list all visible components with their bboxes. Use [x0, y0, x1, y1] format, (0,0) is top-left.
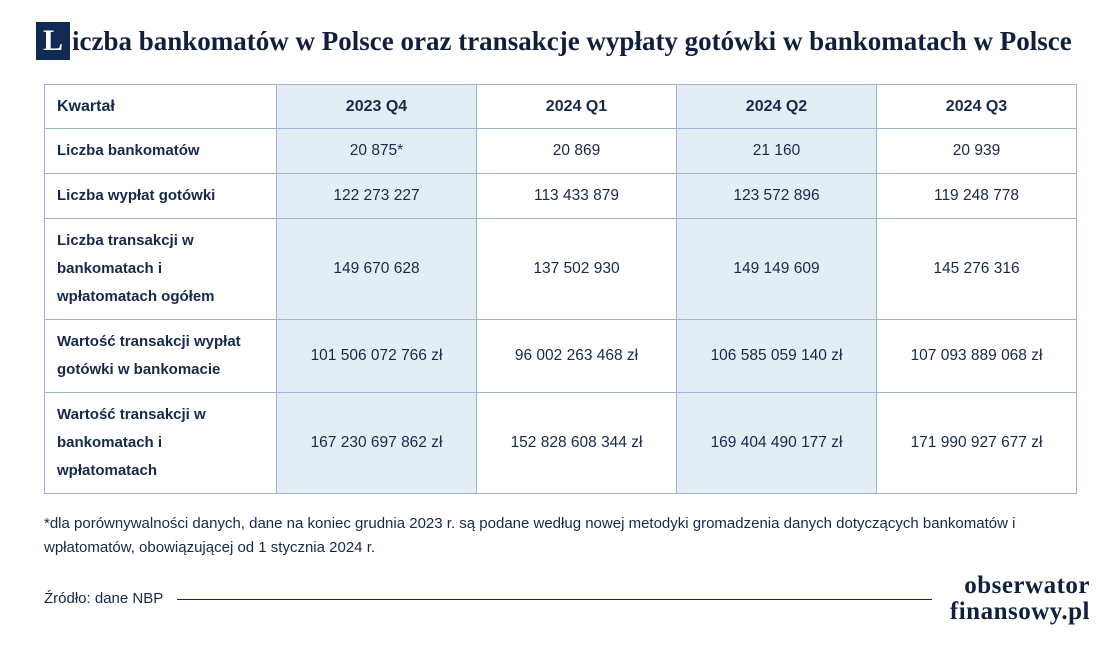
- source-divider: [177, 599, 932, 600]
- source-label: Źródło: dane NBP: [44, 590, 164, 607]
- header-cell-2024q1: 2024 Q1: [477, 85, 677, 129]
- logo-line-1: obserwator: [964, 572, 1090, 599]
- cell-liczba-wyplat-2024q2: 123 572 896: [677, 174, 877, 219]
- source-row: [44, 573, 1090, 624]
- cell-liczba-transakcji-2023q4: 149 670 628: [277, 219, 477, 320]
- cell-wartosc-transakcji-2024q3: 171 990 927 677 zł: [877, 393, 1077, 494]
- cell-wartosc-transakcji-2023q4: 167 230 697 862 zł: [277, 393, 477, 494]
- footnote-text: *dla porównywalności danych, dane na koniec grudnia 2023 r. są podane według nowej metodyki gromadzenia danych dotyczących bankomatów i wpłatomatów, obowiązującej od 1 stycznia 2024 r.: [44, 515, 1016, 556]
- cell-wartosc-transakcji-2024q1: 152 828 608 344 zł: [477, 393, 677, 494]
- cell-liczba-bankomatow-2024q3: 20 939: [877, 129, 1077, 174]
- cell-wartosc-transakcji-2024q2: 169 404 490 177 zł: [677, 393, 877, 494]
- cell-liczba-transakcji-2024q3: 145 276 316: [877, 219, 1077, 320]
- data-table-container: [0, 60, 1120, 494]
- header-cell-2023q4: 2023 Q4: [277, 85, 477, 129]
- table-header: [45, 85, 1077, 129]
- table-row: [45, 129, 1077, 174]
- row-label-wartosc-transakcji: Wartość transakcji w bankomatach i wpłatomatach: [45, 393, 277, 494]
- cell-wartosc-wyplat-2024q3: 107 093 889 068 zł: [877, 320, 1077, 393]
- cell-wartosc-wyplat-2024q2: 106 585 059 140 zł: [677, 320, 877, 393]
- table-row: [45, 219, 1077, 320]
- row-label-wartosc-wyplat: Wartość transakcji wypłat gotówki w bankomacie: [45, 320, 277, 393]
- cell-wartosc-wyplat-2023q4: 101 506 072 766 zł: [277, 320, 477, 393]
- logo: [950, 573, 1090, 624]
- cell-liczba-transakcji-2024q2: 149 149 609: [677, 219, 877, 320]
- cell-liczba-wyplat-2024q3: 119 248 778: [877, 174, 1077, 219]
- table-row: [45, 393, 1077, 494]
- table-row: [45, 174, 1077, 219]
- cell-liczba-bankomatow-2024q2: 21 160: [677, 129, 877, 174]
- row-label-liczba-transakcji: Liczba transakcji w bankomatach i wpłatomatach ogółem: [45, 219, 277, 320]
- header-cell-2024q2: 2024 Q2: [677, 85, 877, 129]
- cell-wartosc-wyplat-2024q1: 96 002 263 468 zł: [477, 320, 677, 393]
- table-body: [45, 129, 1077, 494]
- page-title: [0, 0, 1120, 60]
- title-drop-cap: L: [36, 22, 70, 60]
- title-text: iczba bankomatów w Polsce oraz transakcje wypłaty gotówki w bankomatach w Polsce: [72, 26, 1072, 56]
- table-row: [45, 320, 1077, 393]
- header-cell-quarter: Kwartał: [45, 85, 277, 129]
- cell-liczba-bankomatow-2023q4: 20 875*: [277, 129, 477, 174]
- cell-liczba-bankomatow-2024q1: 20 869: [477, 129, 677, 174]
- data-table: [44, 84, 1077, 494]
- cell-liczba-wyplat-2023q4: 122 273 227: [277, 174, 477, 219]
- logo-line-2: finansowy.pl: [949, 598, 1090, 625]
- header-cell-2024q3: 2024 Q3: [877, 85, 1077, 129]
- row-label-liczba-bankomatow: Liczba bankomatów: [45, 129, 277, 174]
- row-label-liczba-wyplat: Liczba wypłat gotówki: [45, 174, 277, 219]
- table-header-row: [45, 85, 1077, 129]
- cell-liczba-wyplat-2024q1: 113 433 879: [477, 174, 677, 219]
- cell-liczba-transakcji-2024q1: 137 502 930: [477, 219, 677, 320]
